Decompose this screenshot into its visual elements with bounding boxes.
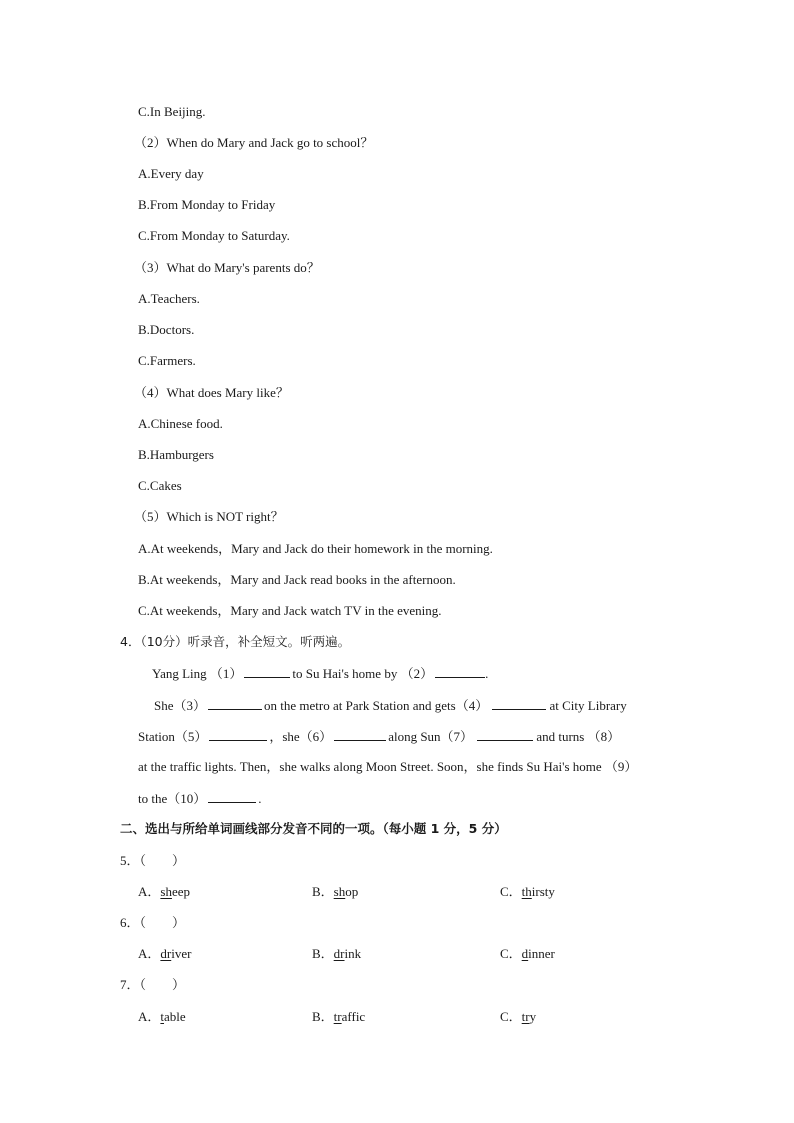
q3-4-question: （4）What does Mary like？ [134,385,289,400]
passage-text: . [485,666,489,681]
q7-option-b[interactable] [312,1009,365,1025]
option-label: C． [500,1009,522,1024]
blank-6[interactable] [334,728,386,741]
q3-2-option-a: A.Every day [138,166,204,181]
underlined-part: dr [160,946,172,961]
word-rest: eep [171,884,190,899]
passage-text: at City Library [546,698,627,713]
q3-5-question: （5）Which is NOT right？ [134,509,284,524]
blank-7[interactable] [477,728,533,741]
q3-4-option-c: C.Cakes [138,478,182,493]
passage-text: along Sun（7） [388,729,474,744]
passage-text: Yang Ling （1） [152,666,243,681]
q3-2-question: （2）When do Mary and Jack go to school？ [134,135,374,150]
underlined-part: sh [333,884,346,899]
word-rest: iver [171,946,192,961]
passage-text: . [258,791,262,806]
passage-text: and turns （8） [533,729,621,744]
blank-3[interactable] [208,697,262,710]
q5-option-c[interactable] [500,884,555,900]
underlined-part: d [521,946,529,961]
q5-options [0,884,794,902]
q7-options [0,1009,794,1027]
q3-4-option-b: B.Hamburgers [138,447,214,462]
q5-number: 5．（ ） [120,853,186,868]
passage-text: ，she（6） [269,729,333,744]
word-rest: inner [528,946,555,961]
q7-option-a[interactable] [138,1009,186,1025]
option-label: B． [312,884,334,899]
blank-2[interactable] [435,665,485,678]
passage-text: She（3） [154,698,207,713]
q6-options [0,946,794,964]
word-rest: irsty [531,884,555,899]
passage-text: to the（10） [138,791,207,806]
q6-number: 6．（ ） [120,915,186,930]
blank-10[interactable] [208,790,256,803]
q4-passage-line-3 [138,728,620,745]
q3-3-question: （3）What do Mary's parents do？ [134,260,320,275]
passage-text: to Su Hai's home by （2） [292,666,434,681]
word-rest: affic [341,1009,366,1024]
word-rest: ink [344,946,362,961]
q6-option-c[interactable] [500,946,555,962]
option-label: B． [312,1009,334,1024]
q5-option-a[interactable] [138,884,190,900]
blank-4[interactable] [492,697,546,710]
q3-2-option-c: C.From Monday to Saturday. [138,228,290,243]
q5-option-b[interactable] [312,884,358,900]
q3-2-option-b: B.From Monday to Friday [138,197,276,212]
q6-option-b[interactable] [312,946,361,962]
blank-1[interactable] [244,665,290,678]
q4-header: 4．（10分）听录音，补全短文。听两遍。 [120,634,351,649]
option-label: C． [500,884,522,899]
blank-5[interactable] [209,728,267,741]
q7-option-c[interactable] [500,1009,536,1025]
word-rest: op [345,884,359,899]
q3-3-option-c: C.Farmers. [138,353,196,368]
underlined-part: tr [333,1009,342,1024]
option-label: A． [138,946,161,961]
underlined-part: sh [160,884,172,899]
q4-passage-line-4: at the traffic lights. Then，she walks along Moon Street. Soon，she finds Su Hai's home （9） [138,759,638,774]
q3-5-option-b: B.At weekends，Mary and Jack read books in the afternoon. [138,572,456,587]
option-label: A． [138,1009,161,1024]
option-label: B． [312,946,334,961]
q4-passage-line-1 [152,665,488,682]
q3-3-option-b: B.Doctors. [138,322,195,337]
q3-4-option-a: A.Chinese food. [138,416,223,431]
passage-text: on the metro at Park Station and gets（4） [264,698,489,713]
q3-5-option-a: A.At weekends，Mary and Jack do their homework in the morning. [138,541,493,556]
underlined-part: dr [333,946,345,961]
q4-passage-line-5 [138,790,262,807]
option-label: C． [500,946,522,961]
q3-1-option-c: C.In Beijing. [138,104,206,119]
underlined-part: tr [521,1009,530,1024]
underlined-part: t [160,1009,165,1024]
q6-option-a[interactable] [138,946,191,962]
section-2-header: 二、选出与所给单词画线部分发音不同的一项。（每小题 1 分，5 分） [120,821,507,836]
q3-3-option-a: A.Teachers. [138,291,200,306]
q4-passage-line-2 [154,697,627,714]
passage-text: Station（5） [138,729,208,744]
word-rest: able [164,1009,186,1024]
q7-number: 7．（ ） [120,977,186,992]
option-label: A． [138,884,161,899]
underlined-part: th [521,884,532,899]
word-rest: y [529,1009,537,1024]
q3-5-option-c: C.At weekends，Mary and Jack watch TV in the evening. [138,603,442,618]
